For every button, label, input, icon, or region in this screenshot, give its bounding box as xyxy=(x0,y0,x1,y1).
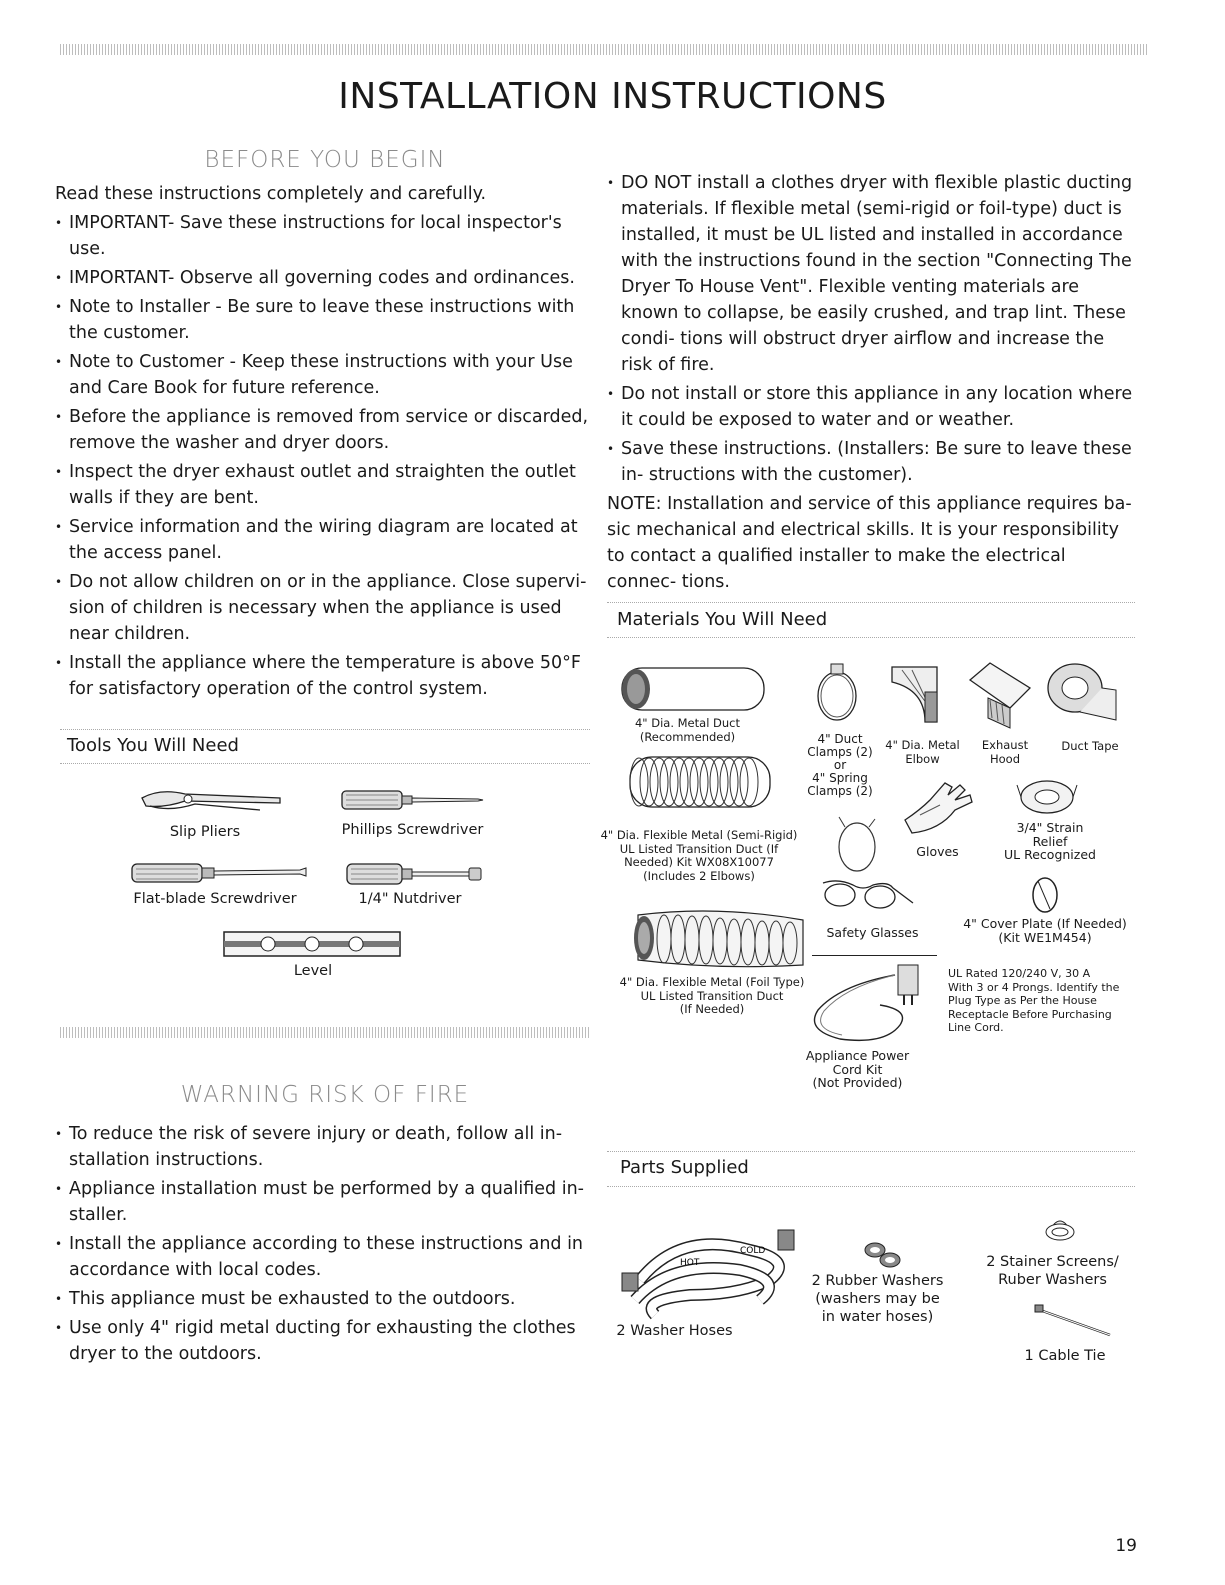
warning-rule xyxy=(60,1027,590,1038)
duct-clamps-label: 4" Duct Clamps (2) or 4" Spring Clamps (2) xyxy=(807,732,873,798)
note-text: NOTE: Installation and service of this appliance requires ba- sic mechanical and electrical skills. It is your responsibility to contact a qualified installer to make the electrical connec- tions. xyxy=(607,494,1132,592)
warning-bullet: • Install the appliance according to these instructions and in accordance with local codes. xyxy=(55,1231,590,1283)
exhaust-hood-label: Exhaust Hood xyxy=(981,738,1029,766)
before-bullet: • Install the appliance where the temperature is above 50°F for satisfactory operation of the control system. xyxy=(55,650,590,702)
right-top-section xyxy=(607,170,1137,595)
strainer-screens-label: 2 Stainer Screens/ Ruber Washers xyxy=(986,1254,1119,1288)
warning-bullet: • Appliance installation must be performed by a qualified in- staller. xyxy=(55,1176,590,1228)
strain-relief-icon xyxy=(1015,775,1080,820)
materials-bottom-rule xyxy=(607,637,1135,638)
strainer-screen-icon xyxy=(1040,1210,1080,1245)
flat-blade-screwdriver-label: Flat-blade Screwdriver xyxy=(133,891,297,907)
right-bullet: • Do not install or store this appliance in any location where it could be exposed to water and or weather. xyxy=(607,381,1137,433)
tools-top-rule xyxy=(60,729,590,730)
elbow-label: 4" Dia. Metal Elbow xyxy=(885,738,960,766)
flexible-foil-duct-icon xyxy=(628,910,808,970)
cover-plate-label: 4" Cover Plate (If Needed) (Kit WE1M454) xyxy=(963,916,1127,945)
nutdriver-icon xyxy=(345,860,485,888)
level-label: Level xyxy=(293,963,333,979)
duct-tape-label: Duct Tape xyxy=(1061,739,1119,753)
slip-pliers-label: Slip Pliers xyxy=(169,824,241,840)
before-you-begin-section xyxy=(55,181,590,702)
power-cord-label: Appliance Power Cord Kit (Not Provided) xyxy=(805,1048,910,1090)
washer-hoses-label: 2 Washer Hoses xyxy=(616,1323,733,1339)
parts-heading: Parts Supplied xyxy=(620,1157,749,1178)
duct-clamp-icon xyxy=(815,661,860,723)
hose-label-hot: HOT xyxy=(680,1258,700,1268)
tools-heading: Tools You Will Need xyxy=(67,735,239,756)
gloves-icon xyxy=(900,775,985,840)
safety-glasses-label: Safety Glasses xyxy=(826,925,919,940)
before-bullet: • Before the appliance is removed from service or discarded, remove the washer and dryer doors. xyxy=(55,404,590,456)
flexible-semi-rigid-duct-icon xyxy=(625,753,775,811)
before-bullet: • IMPORTANT- Observe all governing codes and ordinances. xyxy=(55,265,590,291)
materials-heading: Materials You Will Need xyxy=(617,609,828,630)
hose-label-cold: COLD xyxy=(740,1246,766,1256)
cover-plate-icon xyxy=(1030,875,1060,915)
cord-note: UL Rated 120/240 V, 30 A With 3 or 4 Prongs. Identify the Plug Type as Per the House Receptacle Before Purchasing Line Cord. xyxy=(948,967,1120,1034)
nutdriver-label: 1/4" Nutdriver xyxy=(358,891,462,907)
cable-tie-icon xyxy=(1035,1305,1115,1340)
before-bullet: • Do not allow children on or in the appliance. Close supervi- sion of children is necessary when the appliance is used near children. xyxy=(55,569,590,647)
flexible-foil-label: 4" Dia. Flexible Metal (Foil Type) UL Listed Transition Duct (If Needed) xyxy=(619,975,805,1016)
top-rule xyxy=(60,44,1148,55)
elbow-icon xyxy=(887,662,947,728)
gloves-label: Gloves xyxy=(916,844,959,859)
right-bullet: • Save these instructions. (Installers: Be sure to leave these in- structions with the customer). xyxy=(607,436,1137,488)
before-you-begin-heading: BEFORE YOU BEGIN xyxy=(204,147,446,173)
before-bullet: • Inspect the dryer exhaust outlet and straighten the outlet walls if they are bent. xyxy=(55,459,590,511)
level-icon xyxy=(222,929,404,959)
before-bullet: • Note to Installer - Be sure to leave these instructions with the customer. xyxy=(55,294,590,346)
exhaust-hood-icon xyxy=(960,658,1040,730)
before-bullet: • IMPORTANT- Save these instructions for local inspector's use. xyxy=(55,210,590,262)
before-intro: Read these instructions completely and carefully. xyxy=(55,184,487,204)
power-cord-icon xyxy=(800,955,945,1050)
warning-bullet: • Use only 4" rigid metal ducting for exhausting the clothes dryer to the outdoors. xyxy=(55,1315,590,1367)
before-bullet: • Service information and the wiring diagram are located at the access panel. xyxy=(55,514,590,566)
parts-bottom-rule xyxy=(607,1186,1135,1187)
materials-top-rule xyxy=(607,602,1135,603)
strain-relief-label: 3/4" Strain Relief UL Recognized xyxy=(1004,820,1096,862)
page-title: INSTALLATION INSTRUCTIONS xyxy=(338,76,887,117)
rubber-washers-icon xyxy=(860,1240,910,1270)
flat-blade-screwdriver-icon xyxy=(130,858,310,886)
cable-tie-label: 1 Cable Tie xyxy=(1024,1348,1106,1364)
warning-section xyxy=(55,1121,590,1367)
warning-bullet: • To reduce the risk of severe injury or death, follow all in- stallation instructions. xyxy=(55,1121,590,1173)
phillips-screwdriver-label: Phillips Screwdriver xyxy=(341,822,484,838)
tools-bottom-rule xyxy=(60,763,590,764)
rubber-washers-label: 2 Rubber Washers (washers may be in water hoses) xyxy=(811,1273,944,1325)
parts-top-rule xyxy=(607,1151,1135,1152)
flexible-semi-rigid-label: 4" Dia. Flexible Metal (Semi-Rigid) UL Listed Transition Duct (If Needed) Kit WX08X10077 (Includes 2 Elbows) xyxy=(600,828,798,883)
right-bullet: • DO NOT install a clothes dryer with flexible plastic ducting materials. If flexible metal (semi-rigid or foil-type) duct is installed, it must be UL listed and installed in accordance with the instructions found in the section "Connecting The Dryer To House Vent". Flexible venting materials are known to collapse, be easily crushed, and trap lint. These condi- tions will obstruct dryer airflow and increase the risk of fire. xyxy=(607,170,1137,378)
warning-heading: WARNING RISK OF FIRE xyxy=(180,1082,470,1108)
washer-hoses-icon xyxy=(620,1225,805,1320)
slip-pliers-icon xyxy=(140,786,285,814)
safety-glasses-icon xyxy=(818,873,918,918)
phillips-screwdriver-icon xyxy=(340,786,485,814)
spring-clamp-icon xyxy=(835,815,880,875)
page-number: 19 xyxy=(1115,1536,1137,1556)
duct-tape-icon xyxy=(1040,660,1120,725)
metal-duct-label: 4" Dia. Metal Duct (Recommended) xyxy=(634,716,741,744)
warning-bullet: • This appliance must be exhausted to the outdoors. xyxy=(55,1286,590,1312)
before-bullet: • Note to Customer - Keep these instructions with your Use and Care Book for future reference. xyxy=(55,349,590,401)
metal-duct-icon xyxy=(618,666,770,712)
